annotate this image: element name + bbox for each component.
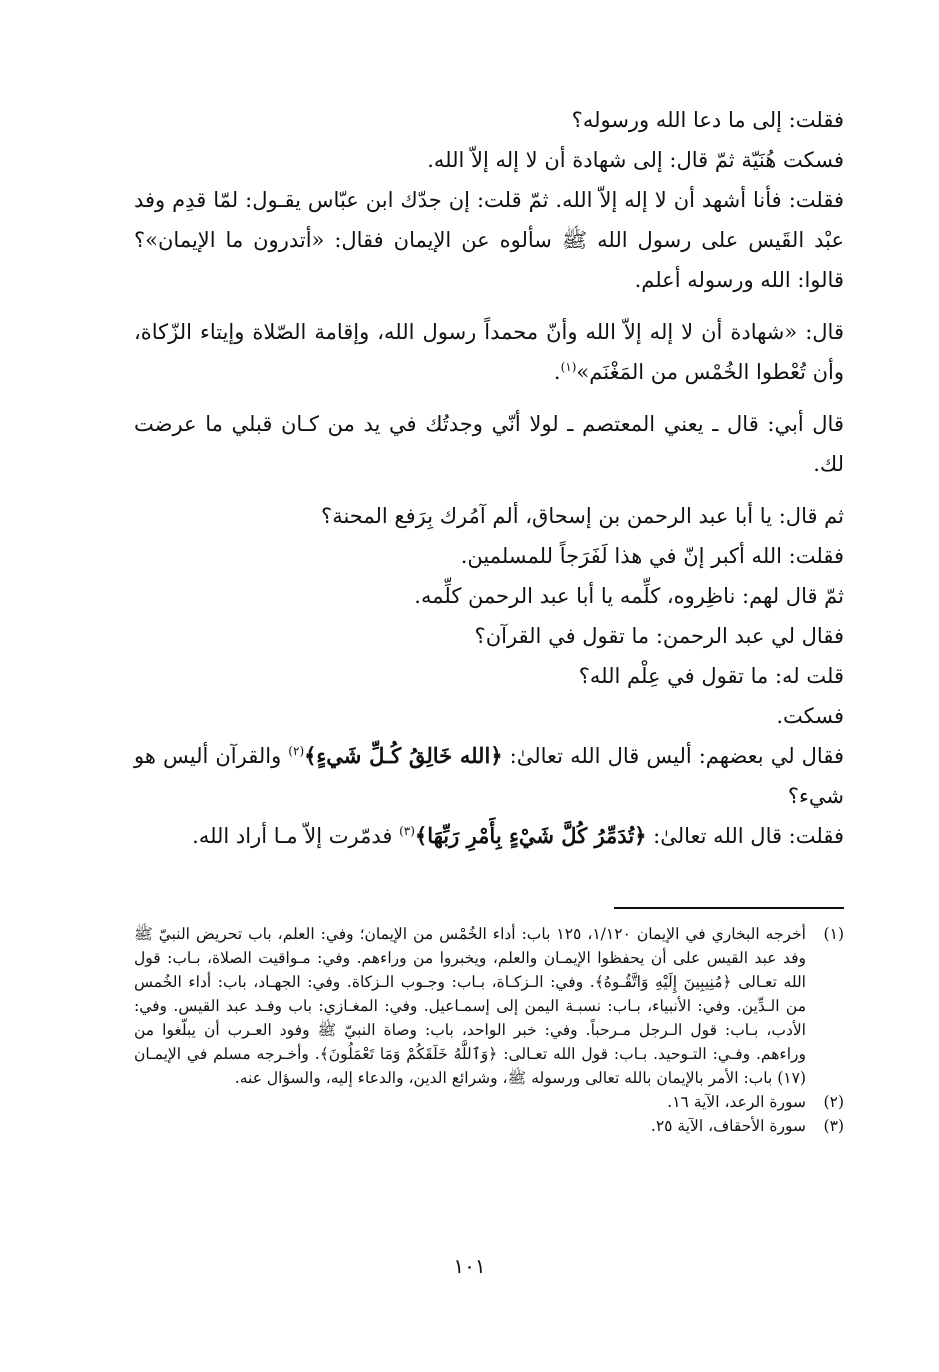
paragraph-12 [134,736,844,816]
paragraph-4-end: . [553,360,561,384]
paragraph-9-text: فقال لي عبد الرحمن: ما تقول في القرآن؟ [474,624,844,648]
paragraph-10-text: قلت له: ما تقول في عِلْم الله؟ [578,664,844,688]
footnote-2 [134,1090,844,1114]
paragraph-4 [134,312,844,392]
footnotes [134,922,844,1138]
footnote-ref-3: (٣) [399,824,415,838]
paragraph-3 [134,180,844,300]
footnote-1-number: (١) [823,925,844,943]
quran-verse-1: ﴿الله خَالِقُ كُـلِّ شَيءٍ﴾ [304,743,503,768]
paragraph-5 [134,404,844,484]
paragraph-13 [134,816,844,856]
paragraph-6-text: ثم قال: يا أبا عبد الرحمن بن إسحاق، ألم آمُرك بِرَفع المحنة؟ [321,504,844,528]
paragraph-8-text: ثمّ قال لهم: ناظِروه، كلِّمه يا أبا عبد الرحمن كلِّمه. [414,584,844,608]
footnote-3-number: (٣) [823,1117,844,1135]
paragraph-11-text: فسكت. [776,704,844,728]
footnote-divider [614,907,844,909]
paragraph-3-text: فقلت: فأنا أشهد أن لا إله إلاّ الله. ثمّ قلت: إن جدّك ابن عبّاس يقـول: لمّا قدِم وفد عبْد القَيس على رسول الله ﷺ سألوه عن الإيمان فقال: «أتدرون ما الإيمان»؟ قالوا: الله ورسوله أعلم. [134,188,844,292]
paragraph-5-text: قال أبي: قال ـ يعني المعتصم ـ لولا أنّي وجدتُك في يد من كـان قبلي ما عرضت لك. [134,412,844,476]
footnote-1-text: أخرجه البخاري في الإيمان ١/١٢٠، ١٢٥ باب: أداء الخُمْس من الإيمان؛ وفي: العلم، باب تحريض النبيّ ﷺ وفد عبد القيس على أن يحفظوا الإيمـان والعلم، ويخبروا من وراءهم. وفي: مـواقيت الصلاة، بـاب: قول الله تعـالى ﴿مُنِيبِينَ إِلَيْهِ وَاتَّقُـوهُ﴾. وفي: الـزكـاة، بـاب: وجـوب الـزكاة. وفي: الجهـاد، باب: أداء الخُمس من الـدِّين. وفي: الأنبياء، بـاب: نسبـة اليمن إلى إسمـاعيل. وفي: المغـازي: باب وفـد عبد القيس. وفي: الأدب، بـاب: قول الـرجل مـرحباً. وفي: خبر الواحد، باب: وصاة النبيّ ﷺ وفود العـرب أن يبلّغوا من وراءهم. وفـي: التـوحيد. بـاب: قول الله تعـالى: ﴿وَٱللَّهُ خَلَقَكُمْ وَمَا تَعْمَلُونَ﴾. وأخـرجه مسلم في الإيمـان (١٧) باب: الأمر بالإيمان بالله تعالى ورسوله ﷺ، وشرائع الدين، والدعاء إليه، والسؤال عنه. [134,925,806,1087]
footnote-2-number: (٢) [823,1093,844,1111]
paragraph-12-end: والقرآن أليس هو شيء؟ [134,744,844,808]
page-number: ١٠١ [453,1254,486,1278]
paragraph-8 [134,576,844,616]
paragraph-12-text: فقال لي بعضهم: أليس قال الله تعالىٰ: [502,744,844,768]
footnote-2-text: سورة الرعد، الآية ١٦. [667,1093,806,1111]
footnote-1 [134,922,844,1090]
paragraph-1 [134,100,844,140]
footnote-3 [134,1114,844,1138]
paragraph-7 [134,536,844,576]
paragraph-11 [134,696,844,736]
paragraph-10 [134,656,844,696]
quran-verse-2: ﴿تُدَمِّرُ كُلَّ شَيْءٍ بِأَمْرِ رَبِّهَا﴾ [414,823,647,848]
paragraph-9 [134,616,844,656]
paragraph-7-text: فقلت: الله أكبر إنّ في هذا لَفَرَجاً للمسلمين. [460,544,844,568]
paragraph-6 [134,496,844,536]
footnote-3-text: سورة الأحقاف، الآية ٢٥. [650,1117,806,1135]
main-text [134,100,844,856]
paragraph-4-text: قال: «شهادة أن لا إله إلاّ الله وأنّ محمداً رسول الله، وإقامة الصّلاة وإيتاء الزّكاة، وأن تُعْطوا الخُمْس من المَغْنَم» [134,320,844,384]
paragraph-1-text: فقلت: إلى ما دعا الله ورسوله؟ [571,108,844,132]
footnote-ref-2: (٢) [288,744,305,758]
paragraph-13-text: فقلت: قال الله تعالىٰ: [646,824,844,848]
footnote-ref-1: (١) [560,360,577,374]
paragraph-2 [134,140,844,180]
paragraph-13-end: فدمّرت إلاّ مـا أراد الله. [192,824,400,848]
paragraph-2-text: فسكت هُنَيّة ثمّ قال: إلى شهادة أن لا إله إلاّ الله. [427,148,844,172]
